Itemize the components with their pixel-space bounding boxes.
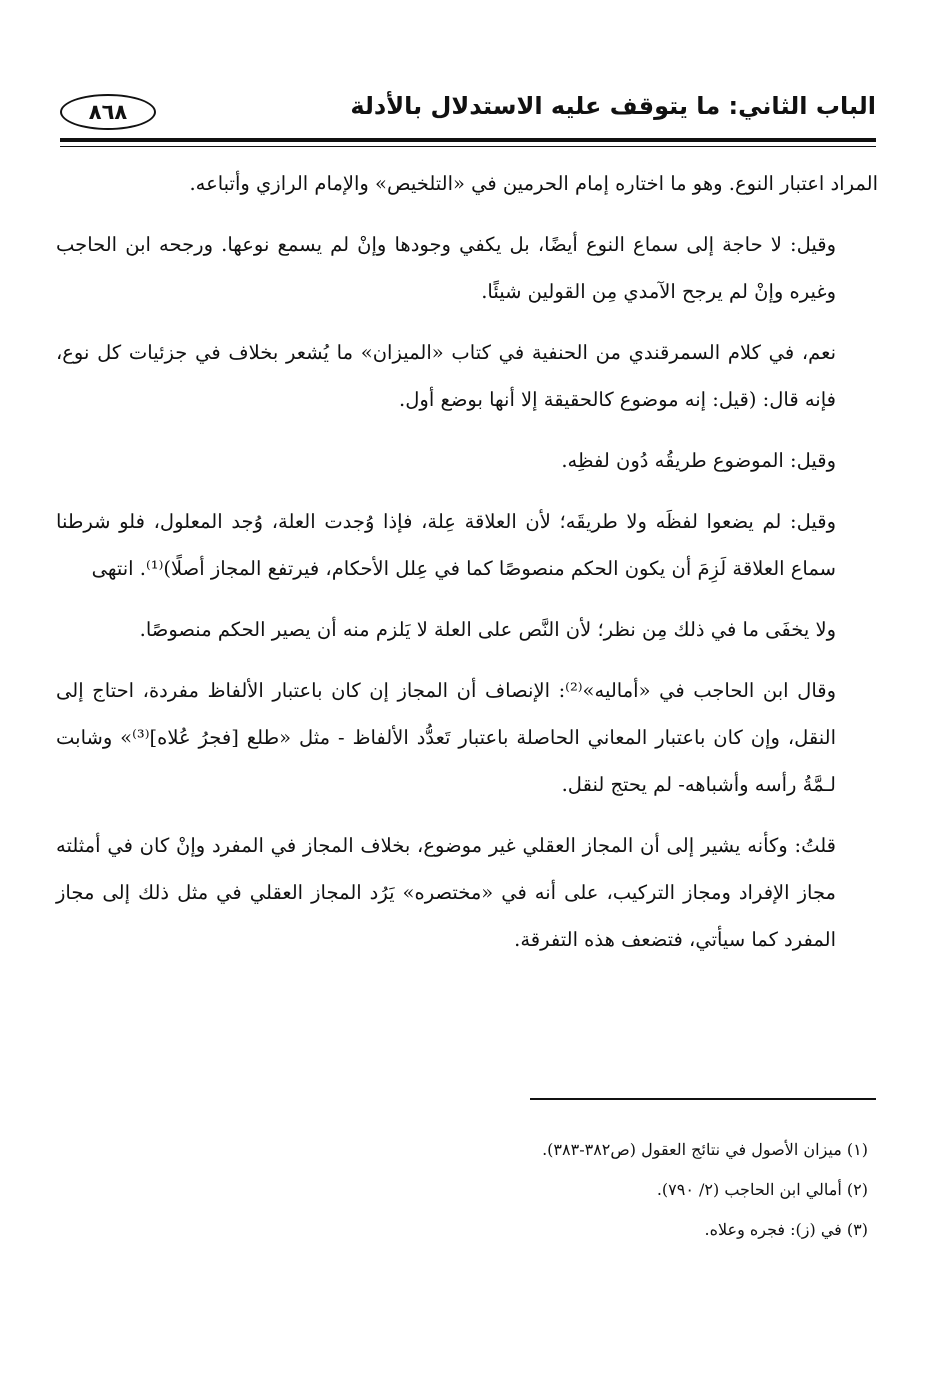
paragraph: قلتُ: وكأنه يشير إلى أن المجاز العقلي غير موضوع، بخلاف المجاز في المفرد وإنْ كان في أمثلته مجاز الإفراد ومجاز التركيب، على أنه في «مختصره» يَرُد المجاز العقلي في مثل ذلك إلى مجاز المفرد كما سيأتي، فتضعف هذه التفرقة.	[56, 834, 836, 951]
page-number: ٨٦٨	[60, 94, 156, 130]
paragraph: المراد اعتبار النوع. وهو ما اختاره إمام الحرمين في «التلخيص» والإمام الرازي وأتباعه.	[189, 172, 878, 195]
paragraph: وقال ابن الحاجب في «أماليه»⁽²⁾: الإنصاف أن المجاز إن كان باعتبار الألفاظ مفردة، احتاج إلى النقل، وإن كان باعتبار المعاني الحاصلة باعتبار تَعدُّد الألفاظ - مثل «طلع [فجرُ عُلاه]⁽³⁾» وشابت لـمَّةُ رأسه وأشباهه- لم يحتج لنقل.	[56, 679, 836, 796]
page-header	[60, 92, 876, 142]
footnote-separator	[530, 1098, 876, 1100]
paragraph: نعم، في كلام السمرقندي من الحنفية في كتاب «الميزان» ما يُشعر بخلاف في جزئيات كل نوع، فإنه قال: (قيل: إنه موضوع كالحقيقة إلا أنها بوضع أول.	[56, 341, 836, 411]
footnote: (٢) أمالي ابن الحاجب (٢/ ٧٩٠).	[656, 1180, 868, 1199]
paragraph: وقيل: لم يضعوا لفظَه ولا طريقَه؛ لأن العلاقة عِلة، فإذا وُجدت العلة، وُجد المعلول، فلو شرطنا سماع العلاقة لَزِمَ أن يكون الحكم منصوصًا كما في عِلل الأحكام، فيرتفع المجاز أصلًا)⁽¹⁾. انتهى	[56, 510, 836, 580]
paragraph: وقيل: لا حاجة إلى سماع النوع أيضًا، بل يكفي وجودها وإنْ لم يسمع نوعها. ورجحه ابن الحاجب وغيره وإنْ لم يرجح الآمدي مِن القولين شيئًا.	[56, 233, 836, 303]
running-title: الباب الثاني: ما يتوقف عليه الاستدلال بالأدلة	[350, 92, 876, 120]
footnote: (١) ميزان الأصول في نتائج العقول (ص٣٨٢-٣٨٣).	[542, 1140, 868, 1159]
paragraph: وقيل: الموضوع طريقُه دُون لفظِه.	[561, 449, 836, 472]
main-text	[56, 160, 878, 977]
footnote: (٣) في (ز): فجره وعلاه.	[704, 1220, 868, 1239]
header-rule-thin	[60, 146, 876, 147]
footnotes	[60, 1130, 868, 1250]
header-rule-thick	[60, 138, 876, 142]
paragraph: ولا يخفَى ما في ذلك مِن نظر؛ لأن النَّص على العلة لا يَلزم منه أن يصير الحكم منصوصًا.	[139, 618, 836, 641]
